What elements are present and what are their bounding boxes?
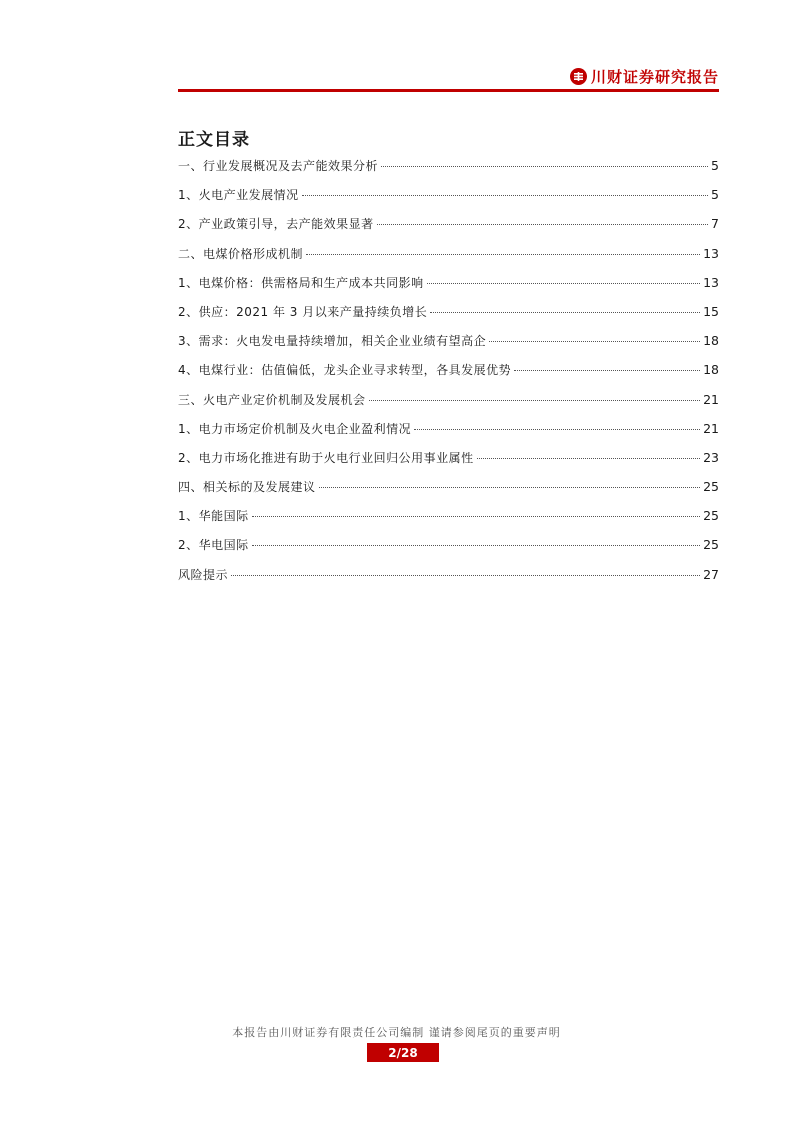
toc-entry[interactable]: [178, 419, 719, 448]
toc-entry[interactable]: [178, 477, 719, 506]
toc-entry-label: 2、华电国际: [178, 538, 249, 553]
toc-entry-page: 25: [703, 479, 719, 495]
toc-entry-page: 5: [711, 187, 719, 203]
toc-dot-leader: [414, 429, 700, 430]
toc-entry-label: 三、火电产业定价机制及发展机会: [178, 392, 366, 407]
toc-dot-leader: [369, 400, 701, 401]
toc-entry-label: 2、供应：2021 年 3 月以来产量持续负增长: [178, 304, 428, 319]
chuancai-logo-icon: [570, 68, 587, 85]
toc-entry-page: 27: [703, 566, 719, 582]
brand-text: 川财证券研究报告: [590, 68, 719, 86]
toc-entry-label: 1、火电产业发展情况: [178, 188, 299, 203]
toc-entry[interactable]: [178, 360, 719, 389]
toc-dot-leader: [302, 195, 708, 196]
page-header: [178, 62, 719, 92]
toc-entry-page: 25: [703, 508, 719, 524]
toc-entry[interactable]: [178, 506, 719, 535]
brand: [570, 66, 719, 87]
toc-entry-label: 一、行业发展概况及去产能效果分析: [178, 159, 379, 173]
toc-dot-leader: [430, 312, 700, 313]
toc-dot-leader: [319, 487, 701, 488]
toc-entry-page: 21: [703, 420, 719, 436]
toc-entry-label: 二、电煤价格形成机制: [178, 246, 304, 261]
toc-entry[interactable]: [178, 565, 719, 594]
toc-entry[interactable]: [178, 214, 719, 243]
toc-entry-page: 18: [703, 362, 719, 378]
toc-entry-page: 15: [703, 303, 719, 319]
toc-dot-leader: [306, 254, 700, 255]
toc-entry-page: 5: [711, 158, 719, 173]
toc-dot-leader: [427, 283, 700, 284]
toc-entry-page: 13: [703, 274, 719, 290]
toc-entry[interactable]: [178, 331, 719, 360]
page-number-badge: 2/28: [367, 1043, 439, 1062]
toc-entry-label: 1、电力市场定价机制及火电企业盈利情况: [178, 421, 412, 436]
toc-entry-page: 25: [703, 537, 719, 553]
toc-entry[interactable]: [178, 185, 719, 214]
toc-entry-page: 21: [703, 391, 719, 407]
toc-dot-leader: [514, 370, 700, 371]
toc-entry[interactable]: [178, 390, 719, 419]
toc-entry[interactable]: [178, 156, 719, 185]
toc-entry[interactable]: [178, 302, 719, 331]
toc-entry-page: 7: [711, 216, 719, 232]
toc-dot-leader: [489, 341, 700, 342]
toc-entry-label: 四、相关标的及发展建议: [178, 480, 316, 495]
toc-entry-label: 2、电力市场化推进有助于火电行业回归公用事业属性: [178, 450, 474, 465]
header-divider: [178, 89, 719, 92]
toc-entry[interactable]: [178, 448, 719, 477]
toc-entry-label: 1、电煤价格：供需格局和生产成本共同影响: [178, 275, 424, 290]
toc-entry-label: 风险提示: [178, 567, 229, 582]
toc-dot-leader: [252, 516, 700, 517]
table-of-contents: [178, 156, 719, 594]
toc-entry-page: 13: [703, 245, 719, 261]
toc-entry-label: 1、华能国际: [178, 509, 249, 524]
toc-dot-leader: [231, 575, 700, 576]
toc-entry[interactable]: [178, 535, 719, 564]
footer-disclaimer: 本报告由川财证券有限责任公司编制 谨请参阅尾页的重要声明: [232, 1026, 561, 1039]
toc-entry-label: 3、需求：火电发电量持续增加，相关企业业绩有望高企: [178, 334, 487, 349]
toc-dot-leader: [477, 458, 700, 459]
toc-entry[interactable]: [178, 244, 719, 273]
toc-entry[interactable]: [178, 273, 719, 302]
toc-entry-page: 23: [703, 449, 719, 465]
toc-dot-leader: [377, 224, 708, 225]
toc-entry-label: 2、产业政策引导，去产能效果显著: [178, 217, 374, 232]
toc-entry-label: 4、电煤行业：估值偏低，龙头企业寻求转型，各具发展优势: [178, 363, 512, 378]
toc-entry-page: 18: [703, 333, 719, 349]
toc-dot-leader: [252, 545, 700, 546]
toc-title: 正文目录: [178, 130, 250, 150]
toc-dot-leader: [381, 166, 708, 167]
